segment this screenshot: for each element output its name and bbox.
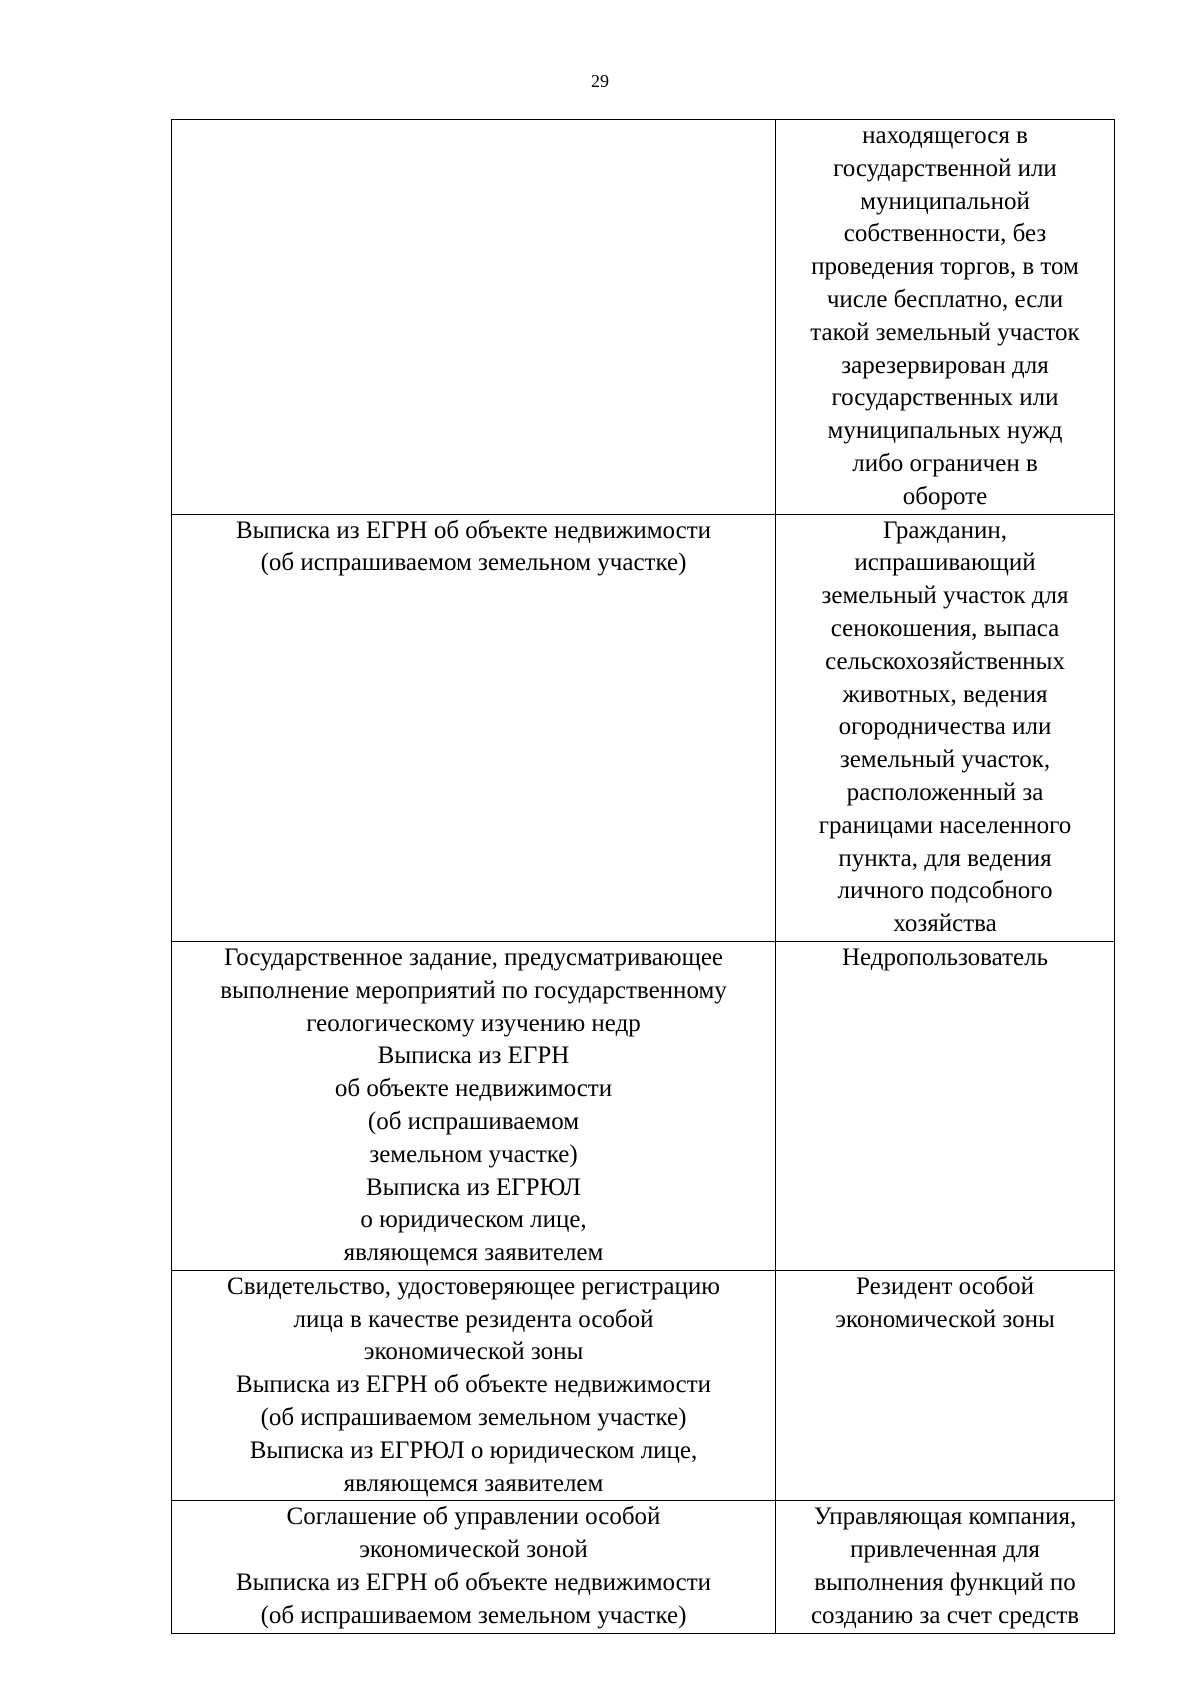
cell-text-line: Выписка из ЕГРН об объекте недвижимости [235, 1569, 712, 1597]
cell-text-line: выполнение мероприятий по государственному [220, 976, 727, 1004]
applicant-cell [776, 120, 1115, 515]
cell-text-line: Недропользователь [841, 943, 1049, 971]
documents-cell [172, 1501, 776, 1633]
cell-text-line: государственной или [833, 154, 1057, 182]
cell-text-line: сельскохозяйственных [825, 647, 1065, 675]
cell-text-line: животных, ведения [842, 680, 1048, 708]
documents-table [171, 119, 1115, 1634]
cell-text-line: Соглашение об управлении особой [286, 1503, 661, 1531]
cell-text-line: находящегося в [862, 122, 1028, 149]
documents-cell [172, 1270, 776, 1501]
cell-text-line: экономической зоны [363, 1338, 584, 1366]
cell-text-line: испрашивающий [854, 549, 1036, 577]
cell-text-line: о юридическом лице, [360, 1206, 587, 1234]
cell-text-line: Гражданин, [883, 516, 1007, 544]
page-number: 29 [591, 71, 609, 91]
cell-text-line: такой земельный участок [810, 318, 1080, 346]
cell-text-line: созданию за счет средств [810, 1601, 1080, 1629]
cell-text-line: собственности, без [843, 220, 1047, 248]
cell-text-line: муниципальных нужд [827, 417, 1063, 445]
cell-text-line: Государственное задание, предусматривающее [223, 943, 724, 971]
cell-text-line: числе бесплатно, если [826, 285, 1064, 313]
cell-text-line: выполнения функций по [814, 1569, 1076, 1597]
cell-text-line: (об испрашиваемом [367, 1107, 580, 1135]
cell-text-line: Выписка из ЕГРЮЛ [366, 1173, 581, 1201]
cell-text-line: проведения торгов, в том [811, 253, 1079, 281]
cell-text-line: привлеченная для [850, 1536, 1040, 1564]
cell-text-line: (об испрашиваемом земельном участке) [260, 1601, 687, 1629]
cell-text-line: Свидетельство, удостоверяющее регистрацию [227, 1272, 720, 1300]
cell-text-line: Выписка из ЕГРН об объекте недвижимости [235, 1371, 712, 1399]
applicant-cell [776, 1501, 1115, 1633]
cell-text-line: земельный участок, [839, 746, 1051, 774]
documents-cell [172, 941, 776, 1270]
cell-text-line: геологическому изучению недр [306, 1009, 641, 1037]
cell-text-line: Резидент особой [856, 1272, 1034, 1300]
cell-text-line: муниципальной [860, 187, 1030, 215]
table-row [172, 1270, 1115, 1501]
cell-text-line: экономической зоной [359, 1536, 588, 1564]
cell-text-line: экономической зоны [835, 1305, 1055, 1333]
cell-text-line: являющемся заявителем [343, 1239, 604, 1267]
table-row [172, 120, 1115, 515]
cell-text-line: хозяйства [893, 910, 997, 938]
cell-text-line: являющемся заявителем [343, 1469, 604, 1497]
cell-text-line: Выписка из ЕГРН об объекте недвижимости [235, 516, 712, 544]
cell-text-line: Выписка из ЕГРН [377, 1042, 570, 1070]
cell-text-line: зарезервирован для [841, 351, 1049, 379]
cell-text-line: земельный участок для [821, 582, 1069, 610]
cell-text-line: об объекте недвижимости [334, 1075, 613, 1103]
documents-cell [172, 514, 776, 941]
cell-text-line: (об испрашиваемом земельном участке) [260, 1404, 687, 1432]
cell-text-line: земельном участке) [369, 1140, 578, 1168]
cell-text-line: (об испрашиваемом земельном участке) [260, 549, 687, 577]
cell-text-line: расположенный за [846, 778, 1044, 806]
table-row [172, 1501, 1115, 1633]
cell-text-line: либо ограничен в [852, 449, 1038, 477]
documents-cell [172, 120, 776, 515]
cell-text-line: личного подсобного [837, 877, 1053, 905]
cell-text-line: Выписка из ЕГРЮЛ о юридическом лице, [249, 1436, 698, 1464]
cell-text-line: сенокошения, выпаса [830, 614, 1060, 642]
applicant-cell [776, 1270, 1115, 1501]
cell-text-line: границами населенного [818, 811, 1072, 839]
cell-text-line: пункта, для ведения [838, 844, 1052, 872]
table-row [172, 514, 1115, 941]
cell-text-line: огородничества или [838, 713, 1052, 741]
table-row [172, 941, 1115, 1270]
applicant-cell [776, 941, 1115, 1270]
cell-text-line: обороте [902, 482, 988, 510]
applicant-cell [776, 514, 1115, 941]
cell-text-line: государственных или [831, 384, 1059, 412]
cell-text-line: Управляющая компания, [813, 1503, 1077, 1531]
cell-text-line: лица в качестве резидента особой [293, 1305, 654, 1333]
